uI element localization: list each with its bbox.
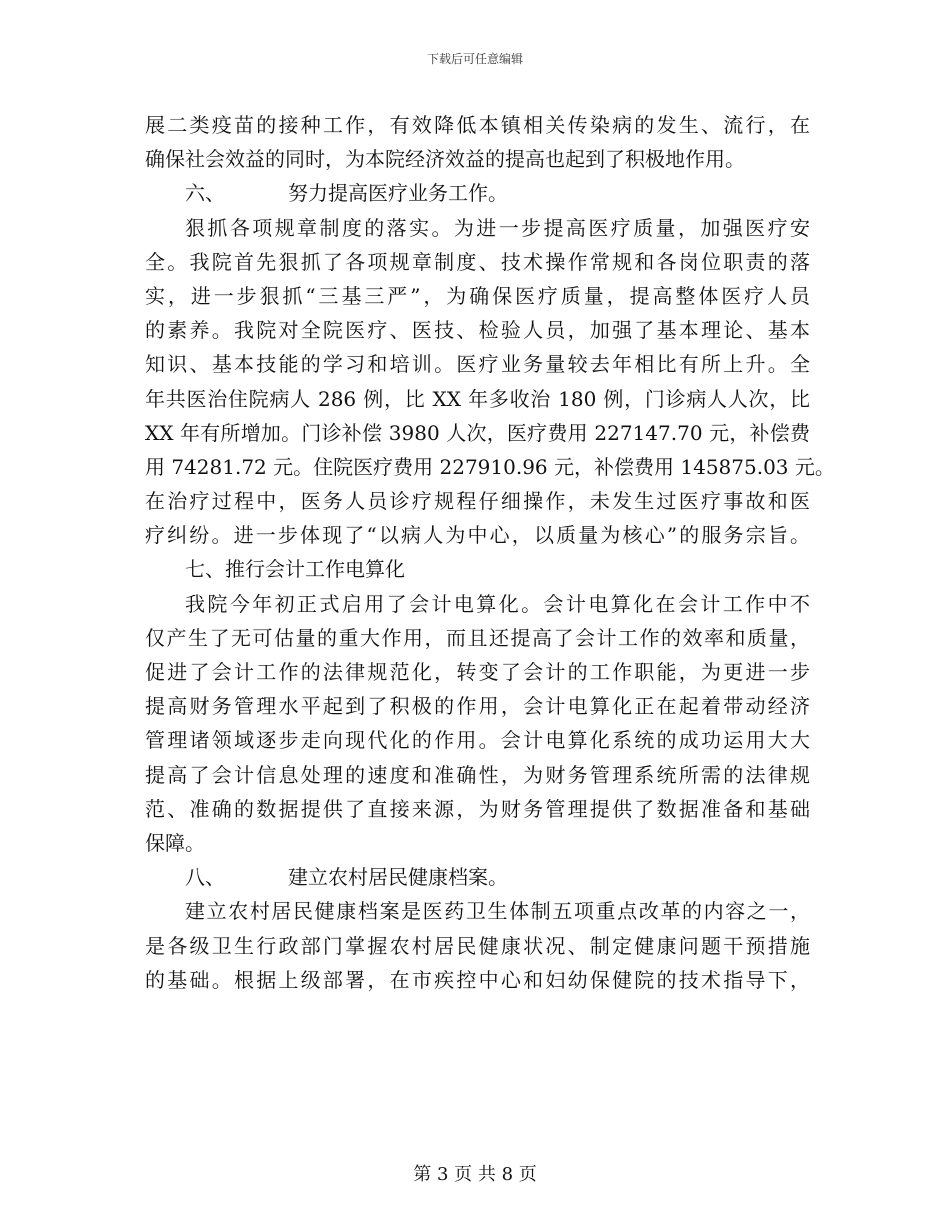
page-number-footer: 第 3 页 共 8 页 <box>413 1164 537 1185</box>
body-line: 保障。 <box>145 830 205 855</box>
body-line: 的基础。根据上级部署，在市疾控中心和妇幼保健院的技术指导下， <box>145 967 810 992</box>
body-line: 狠抓各项规章制度的落实。为进一步提高医疗质量，加强医疗安 <box>185 215 810 240</box>
body-line: XX 年有所增加。门诊补偿 3980 人次，医疗费用 227147.70 元，补偿费 <box>145 420 810 445</box>
body-line: 促进了会计工作的法律规范化，转变了会计的工作职能，为更进一步 <box>145 660 810 684</box>
body-line: 确保社会效益的同时，为本院经济效益的提高也起到了积极地作用。 <box>145 147 745 172</box>
body-line: 实，进一步狠抓“三基三严”，为确保医疗质量，提高整体医疗人员 <box>145 283 810 308</box>
body-line: 在治疗过程中，医务人员诊疗规程仔细操作，未发生过医疗事故和医 <box>145 489 810 514</box>
section-number: 六、 <box>185 181 225 206</box>
section-title: 建立农村居民健康档案。 <box>288 865 508 890</box>
body-line: 管理诸领域逐步走向现代化的作用。会计电算化系统的成功运用大大 <box>145 728 810 753</box>
body-line: 提高了会计信息处理的速度和准确性，为财务管理系统所需的法律规 <box>145 762 810 787</box>
body-line: 提高财务管理水平起到了积极的作用，会计电算化正在起着带动经济 <box>145 694 810 719</box>
section-title: 努力提高医疗业务工作。 <box>288 181 508 206</box>
body-line: 是各级卫生行政部门掌握农村居民健康状况、制定健康问题干预措施 <box>145 933 810 958</box>
section-heading-6 <box>145 176 810 210</box>
body-line: 知识、基本技能的学习和培训。医疗业务量较去年相比有所上升。全 <box>145 352 810 377</box>
section-number: 八、 <box>185 865 225 890</box>
section-heading-7: 七、推行会计工作电算化 <box>185 557 405 582</box>
section-heading-8 <box>145 860 810 894</box>
page-header: 下载后可任意编辑 <box>426 52 523 66</box>
body-line: 范、准确的数据提供了直接来源，为财务管理提供了数据准备和基础 <box>145 796 810 821</box>
body-line: 全。我院首先狠抓了各项规章制度、技术操作常规和各岗位职责的落 <box>145 249 810 274</box>
body-line: 用 74281.72 元。住院医疗费用 227910.96 元，补偿费用 145875.03 元。 <box>145 454 835 479</box>
body-line: 展二类疫苗的接种工作，有效降低本镇相关传染病的发生、流行，在 <box>145 113 810 137</box>
body-line: 仅产生了无可估量的重大作用，而且还提高了会计工作的效率和质量， <box>145 625 810 650</box>
body-line: 年共医治住院病人 286 例，比 XX 年多收治 180 例，门诊病人人次，比 <box>145 386 810 411</box>
body-line: 建立农村居民健康档案是医药卫生体制五项重点改革的内容之一， <box>185 899 810 924</box>
body-line: 疗纠纷。进一步体现了“以病人为中心，以质量为核心”的服务宗旨。 <box>145 523 810 548</box>
body-line: 的素养。我院对全院医疗、医技、检验人员，加强了基本理论、基本 <box>145 318 810 343</box>
document-body <box>145 108 835 997</box>
body-line: 我院今年初正式启用了会计电算化。会计电算化在会计工作中不 <box>185 591 810 616</box>
